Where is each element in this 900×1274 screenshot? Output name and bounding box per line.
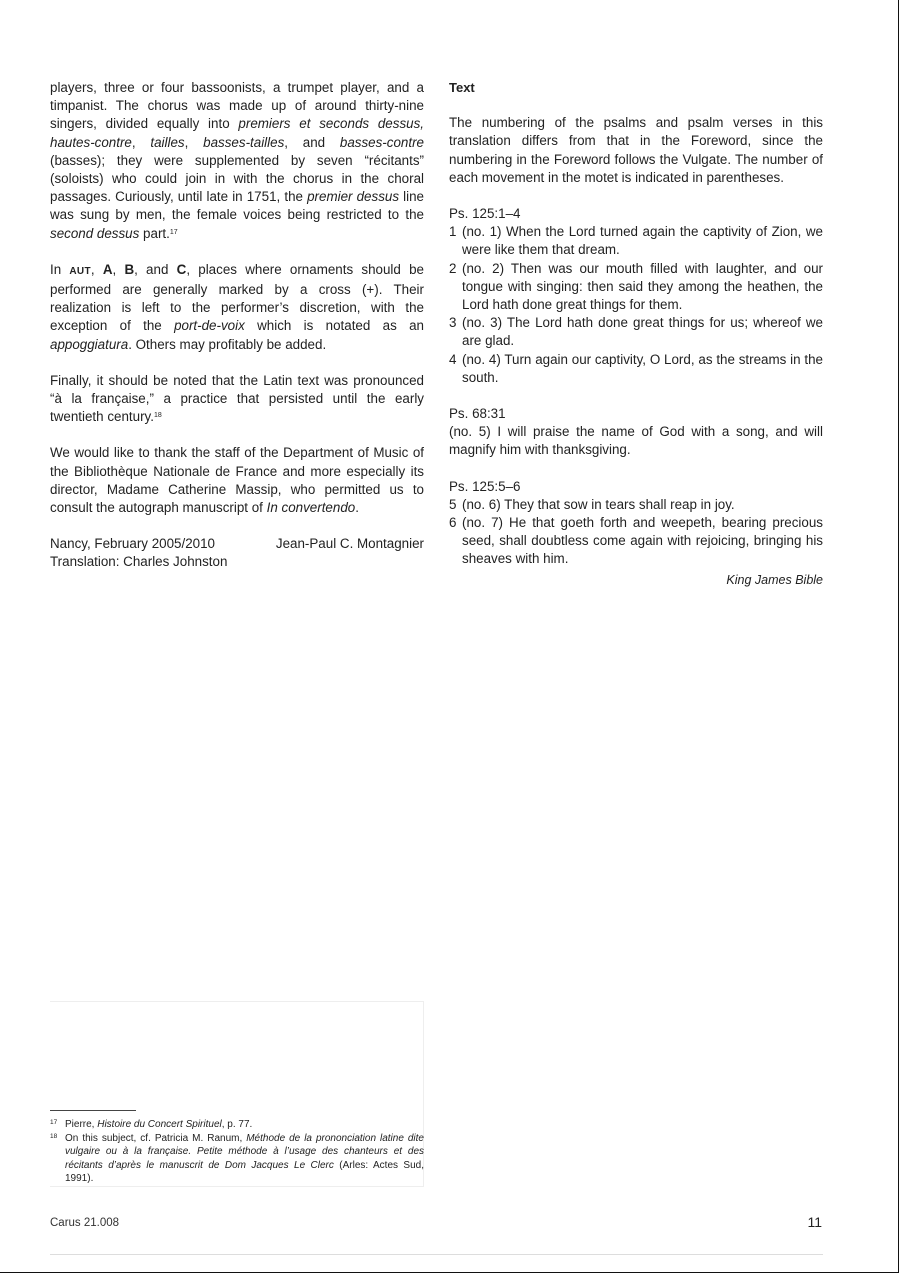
verse: 4 (no. 4) Turn again our captivity, O Lord, as the streams in the south. — [449, 351, 823, 385]
performance-forces-paragraph: players, three or four bassoonists, a trumpet player, and a timpanist. The chorus was made up of around thirty-nine singers, divided equally into premiers et seconds dessus, hautes-contre, tailles, basses-tailles, and basses-contre (basses); they were supplemented by seven “récitants” (soloists) who could join in with the chorus in the choral passages. Curiously, until late in 1751, the premier dessus line was sung by men, the female voices being restricted to the second dessus part.$^{17}$ — [50, 80, 424, 241]
verse: 5 (no. 6) They that sow in tears shall reap in joy. — [449, 496, 735, 512]
left-column — [50, 79, 424, 572]
verse: 3 (no. 3) The Lord hath done great things for us; whereof we are glad. — [449, 315, 823, 349]
author-name: Jean-Paul C. Montagnier — [275, 536, 424, 552]
psalm-reference: Ps. 125:5–6 — [449, 478, 521, 494]
bible-source: King James Bible — [726, 572, 823, 587]
psalm-block — [449, 478, 823, 569]
footnote-separator — [50, 1110, 136, 1111]
catalog-number: Carus 21.008 — [50, 1217, 120, 1229]
translator-credit: Translation: Charles Johnston — [50, 554, 228, 570]
verse: 2 (no. 2) Then was our mouth filled with laughter, and our tongue with singing: then said they among the heathen, the Lord hath done great things for them. — [449, 260, 823, 313]
signature-row — [50, 535, 424, 553]
psalm-block — [449, 405, 823, 460]
ornaments-paragraph: In AUT, A, B, and C, places where ornaments should be performed are generally marked by a cross (+). Their realization is left to the performer’s discretion, with the exception of the port-de-voix which is notated as an appoggiatura. Others may profitably be added. — [50, 261, 425, 352]
acknowledgements-paragraph: We would like to thank the staff of the Department of Music of the Bibliothèque Nationale de France and more especially its director, Madame Catherine Massip, who permitted us to consult the autograph manuscript of In convertendo. — [50, 445, 424, 516]
footnote-18: 18 On this subject, cf. Patricia M. Ranum, Méthode de la prononciation latine dite vulgaire ou à la française. Petite méthode à l’usage des chanteurs et des récitants d’après le manuscrit de Dom Jacques Le Clerc (Arles: Actes Sud, 1991). — [50, 1132, 424, 1185]
verse: 1 (no. 1) When the Lord turned again the captivity of Zion, we were like them that dream. — [449, 224, 823, 258]
footnote-ref-18: 18 — [153, 412, 162, 420]
verse: (no. 5) I will praise the name of God with a song, and will magnify him with thanksgiving. — [449, 424, 823, 458]
psalm-block — [449, 205, 823, 387]
verse: 6 (no. 7) He that goeth forth and weepeth, bearing precious seed, shall doubtless come again with rejoicing, bringing his sheaves with him. — [449, 515, 823, 567]
footnote-ref-17: 17 — [169, 228, 178, 236]
footnotes — [50, 1118, 424, 1186]
right-column — [449, 79, 823, 589]
numbering-note: The numbering of the psalms and psalm verses in this translation differs from that in the Foreword, since the numbering in the Foreword follows the Vulgate. The number of each movement in the motet is indicated in parentheses. — [449, 115, 823, 185]
psalm-reference: Ps. 68:31 — [449, 406, 506, 422]
footer-rule — [50, 1254, 823, 1255]
pronunciation-paragraph: Finally, it should be noted that the Latin text was pronounced “à la française,” a practice that persisted until the early twentieth century.$^{18}$ — [50, 372, 424, 425]
footnote-17: 17 Pierre, Histoire du Concert Spirituel, p. 77. — [50, 1119, 253, 1130]
text-heading: Text — [449, 80, 475, 95]
page-number: 11 — [807, 1214, 822, 1230]
psalm-reference: Ps. 125:1–4 — [449, 206, 521, 222]
place-date: Nancy, February 2005/2010 — [50, 536, 216, 552]
